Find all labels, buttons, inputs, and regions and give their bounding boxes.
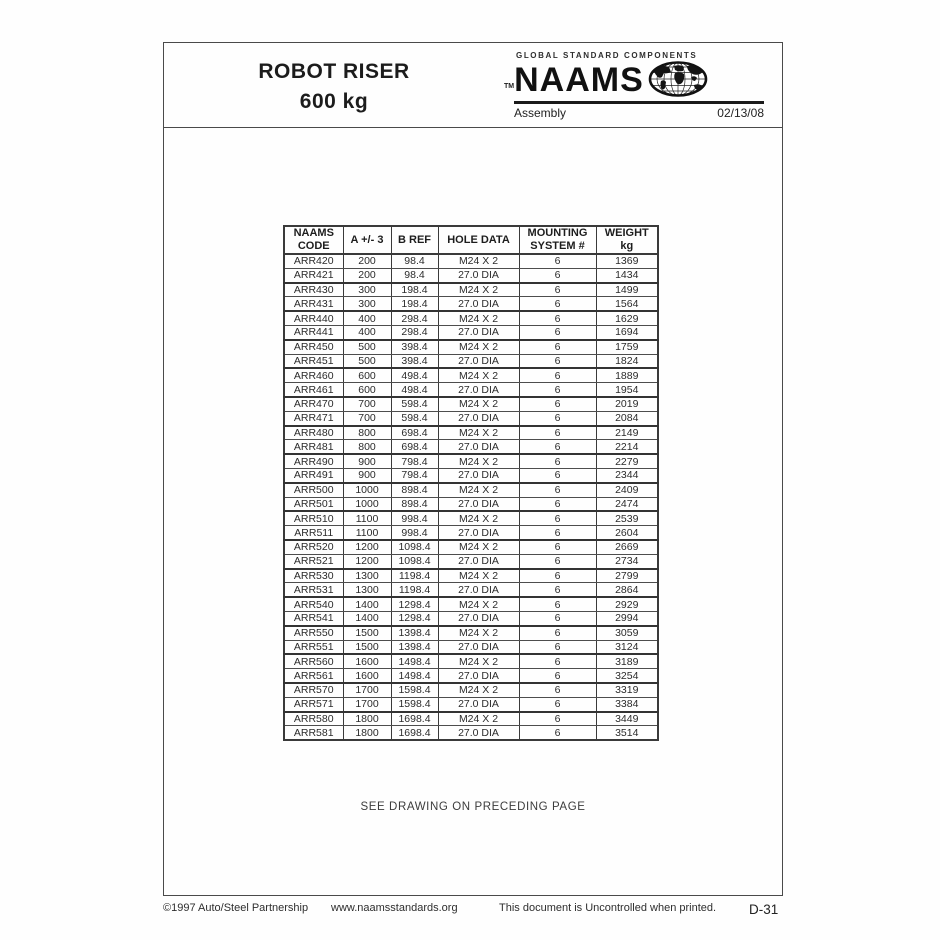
table-cell: 1698.4: [391, 726, 438, 740]
table-cell: 798.4: [391, 468, 438, 482]
table-cell: 1759: [596, 340, 658, 354]
see-drawing-note: SEE DRAWING ON PRECEDING PAGE: [360, 801, 586, 813]
table-cell: 6: [519, 511, 596, 525]
table-cell: M24 X 2: [438, 454, 519, 468]
table-cell: 1698.4: [391, 712, 438, 726]
table-cell: 27.0 DIA: [438, 411, 519, 425]
table-cell: 1564: [596, 297, 658, 311]
table-cell: 1369: [596, 254, 658, 268]
table-cell: 27.0 DIA: [438, 497, 519, 511]
table-cell: 398.4: [391, 354, 438, 368]
table-row: [284, 526, 658, 540]
table-cell: 2474: [596, 497, 658, 511]
table-cell: ARR581: [284, 726, 343, 740]
table-cell: 1954: [596, 383, 658, 397]
table-cell: M24 X 2: [438, 626, 519, 640]
table-cell: 1298.4: [391, 611, 438, 625]
table-row: [284, 569, 658, 583]
footer-website: www.naamsstandards.org: [331, 902, 458, 914]
table-cell: M24 X 2: [438, 683, 519, 697]
table-cell: ARR430: [284, 283, 343, 297]
table-row: [284, 554, 658, 568]
table-cell: 2279: [596, 454, 658, 468]
table-row: [284, 426, 658, 440]
table-cell: M24 X 2: [438, 426, 519, 440]
footer-page-number: D-31: [749, 902, 779, 917]
table-cell: 998.4: [391, 511, 438, 525]
table-cell: 2019: [596, 397, 658, 411]
table-cell: M24 X 2: [438, 712, 519, 726]
table-row: [284, 454, 658, 468]
table-cell: 1298.4: [391, 597, 438, 611]
table-cell: 27.0 DIA: [438, 611, 519, 625]
page-title-line1: ROBOT RISER: [258, 60, 410, 83]
table-cell: 1400: [343, 611, 391, 625]
table-cell: 500: [343, 354, 391, 368]
table-cell: 698.4: [391, 440, 438, 454]
table-cell: 3124: [596, 640, 658, 654]
page-title: [194, 57, 474, 118]
table-row: [284, 254, 658, 268]
table-cell: 3189: [596, 654, 658, 668]
table-cell: 198.4: [391, 283, 438, 297]
table-cell: 2929: [596, 597, 658, 611]
col-header-naams-code: NAAMS CODE: [284, 226, 343, 254]
table-cell: ARR531: [284, 583, 343, 597]
table-cell: 898.4: [391, 483, 438, 497]
table-cell: 1889: [596, 368, 658, 382]
table-row: [284, 611, 658, 625]
logo-date: 02/13/08: [717, 106, 764, 120]
table-cell: 27.0 DIA: [438, 583, 519, 597]
table-row: [284, 683, 658, 697]
table-cell: 200: [343, 254, 391, 268]
table-cell: M24 X 2: [438, 283, 519, 297]
table-cell: 2084: [596, 411, 658, 425]
logo-category: Assembly: [514, 106, 567, 120]
table-cell: 6: [519, 626, 596, 640]
table-cell: M24 X 2: [438, 540, 519, 554]
table-row: [284, 669, 658, 683]
table-row: [284, 697, 658, 711]
table-cell: 6: [519, 526, 596, 540]
table-cell: 798.4: [391, 454, 438, 468]
table-cell: 1629: [596, 311, 658, 325]
table-cell: ARR421: [284, 268, 343, 282]
table-cell: M24 X 2: [438, 597, 519, 611]
table-cell: ARR561: [284, 669, 343, 683]
table-cell: 198.4: [391, 297, 438, 311]
table-row: [284, 383, 658, 397]
table-cell: M24 X 2: [438, 511, 519, 525]
table-cell: 2214: [596, 440, 658, 454]
table-cell: 6: [519, 454, 596, 468]
table-cell: 598.4: [391, 411, 438, 425]
table-cell: 6: [519, 354, 596, 368]
table-cell: 398.4: [391, 340, 438, 354]
table-cell: 1100: [343, 526, 391, 540]
table-cell: 1300: [343, 569, 391, 583]
table-cell: 500: [343, 340, 391, 354]
table-cell: 6: [519, 468, 596, 482]
table-row: [284, 354, 658, 368]
table-cell: 1700: [343, 697, 391, 711]
table-cell: 6: [519, 726, 596, 740]
table-cell: M24 X 2: [438, 654, 519, 668]
table-row: [284, 483, 658, 497]
table-cell: M24 X 2: [438, 254, 519, 268]
col-header-hole-data: HOLE DATA: [438, 226, 519, 254]
table-cell: 6: [519, 654, 596, 668]
table-cell: 1098.4: [391, 554, 438, 568]
table-cell: 1434: [596, 268, 658, 282]
table-cell: ARR470: [284, 397, 343, 411]
table-row: [284, 640, 658, 654]
table-cell: ARR521: [284, 554, 343, 568]
table-body: [284, 254, 658, 740]
table-cell: 6: [519, 683, 596, 697]
table-cell: 6: [519, 597, 596, 611]
table-cell: ARR481: [284, 440, 343, 454]
table-cell: 1200: [343, 540, 391, 554]
table-cell: 2864: [596, 583, 658, 597]
table-cell: ARR550: [284, 626, 343, 640]
table-cell: ARR491: [284, 468, 343, 482]
table-cell: ARR480: [284, 426, 343, 440]
table-cell: 6: [519, 483, 596, 497]
table-cell: 1398.4: [391, 640, 438, 654]
table-cell: 1824: [596, 354, 658, 368]
logo-underline: [514, 101, 764, 104]
table-cell: 1098.4: [391, 540, 438, 554]
table-cell: M24 X 2: [438, 311, 519, 325]
table-cell: ARR450: [284, 340, 343, 354]
logo-main: [504, 60, 766, 100]
table-cell: 300: [343, 283, 391, 297]
table-cell: 6: [519, 283, 596, 297]
table-cell: ARR461: [284, 383, 343, 397]
table-cell: 1500: [343, 626, 391, 640]
table-cell: 700: [343, 397, 391, 411]
table-row: [284, 325, 658, 339]
table-cell: ARR501: [284, 497, 343, 511]
table-cell: 2344: [596, 468, 658, 482]
table-cell: 27.0 DIA: [438, 354, 519, 368]
table-row: [284, 583, 658, 597]
parts-spec-table: [283, 225, 659, 741]
table-cell: 6: [519, 712, 596, 726]
table-header-row: [284, 226, 658, 254]
table-cell: 898.4: [391, 497, 438, 511]
table-cell: 6: [519, 383, 596, 397]
table-cell: 1600: [343, 654, 391, 668]
table-cell: M24 X 2: [438, 569, 519, 583]
table-cell: ARR520: [284, 540, 343, 554]
table-cell: 598.4: [391, 397, 438, 411]
table-cell: 2604: [596, 526, 658, 540]
table-cell: M24 X 2: [438, 368, 519, 382]
table-cell: ARR451: [284, 354, 343, 368]
table-cell: 2409: [596, 483, 658, 497]
table-cell: ARR551: [284, 640, 343, 654]
table-row: [284, 283, 658, 297]
col-header-a-tolerance: A +/- 3: [343, 226, 391, 254]
table-cell: 698.4: [391, 426, 438, 440]
table-cell: ARR540: [284, 597, 343, 611]
table-cell: 6: [519, 697, 596, 711]
table-cell: 1300: [343, 583, 391, 597]
table-row: [284, 497, 658, 511]
table-cell: 1498.4: [391, 654, 438, 668]
table-cell: 900: [343, 454, 391, 468]
table-cell: 400: [343, 325, 391, 339]
table-cell: 98.4: [391, 268, 438, 282]
table-cell: 6: [519, 297, 596, 311]
table-row: [284, 297, 658, 311]
table-cell: 600: [343, 383, 391, 397]
table-cell: 498.4: [391, 368, 438, 382]
table-cell: ARR570: [284, 683, 343, 697]
table-cell: 1398.4: [391, 626, 438, 640]
table-cell: M24 X 2: [438, 340, 519, 354]
table-cell: 6: [519, 397, 596, 411]
table-cell: ARR460: [284, 368, 343, 382]
table-cell: 6: [519, 368, 596, 382]
table-cell: 2734: [596, 554, 658, 568]
table-cell: 6: [519, 611, 596, 625]
table-cell: 98.4: [391, 254, 438, 268]
table-cell: 298.4: [391, 311, 438, 325]
table-cell: ARR440: [284, 311, 343, 325]
table-row: [284, 511, 658, 525]
table-cell: 27.0 DIA: [438, 268, 519, 282]
table-row: [284, 268, 658, 282]
table-cell: 498.4: [391, 383, 438, 397]
table-cell: 200: [343, 268, 391, 282]
table-cell: 1694: [596, 325, 658, 339]
table-cell: M24 X 2: [438, 483, 519, 497]
table-row: [284, 311, 658, 325]
table-cell: ARR541: [284, 611, 343, 625]
table-cell: 6: [519, 325, 596, 339]
logo-wordmark: NAAMS: [514, 61, 644, 99]
table-cell: 6: [519, 426, 596, 440]
table-cell: 2669: [596, 540, 658, 554]
table-cell: 6: [519, 540, 596, 554]
table-cell: 3514: [596, 726, 658, 740]
table-cell: ARR511: [284, 526, 343, 540]
table-cell: 6: [519, 583, 596, 597]
table-cell: 6: [519, 311, 596, 325]
table-cell: 2539: [596, 511, 658, 525]
table-cell: 800: [343, 440, 391, 454]
table-cell: 1498.4: [391, 669, 438, 683]
table-cell: 1598.4: [391, 683, 438, 697]
table-cell: 900: [343, 468, 391, 482]
table-row: [284, 440, 658, 454]
table-row: [284, 468, 658, 482]
globe-icon: [647, 60, 709, 103]
col-header-mounting-system: MOUNTING SYSTEM #: [519, 226, 596, 254]
table-cell: 27.0 DIA: [438, 468, 519, 482]
trademark-symbol: TM: [504, 82, 515, 90]
table-cell: 1700: [343, 683, 391, 697]
footer-uncontrolled-notice: This document is Uncontrolled when printed.: [499, 902, 717, 914]
table-cell: 27.0 DIA: [438, 697, 519, 711]
logo-tagline: GLOBAL STANDARD COMPONENTS: [516, 51, 698, 60]
table-cell: 1598.4: [391, 697, 438, 711]
table-cell: 1800: [343, 726, 391, 740]
table-cell: 27.0 DIA: [438, 383, 519, 397]
table-cell: 6: [519, 254, 596, 268]
table-cell: ARR571: [284, 697, 343, 711]
naams-logo-block: [504, 51, 766, 120]
logo-subline: [514, 106, 764, 120]
table-cell: 6: [519, 554, 596, 568]
table-cell: 1198.4: [391, 583, 438, 597]
table-cell: 3384: [596, 697, 658, 711]
table-cell: 1800: [343, 712, 391, 726]
table-cell: 27.0 DIA: [438, 526, 519, 540]
table-cell: ARR580: [284, 712, 343, 726]
table-row: [284, 597, 658, 611]
table-cell: 1600: [343, 669, 391, 683]
table-cell: 27.0 DIA: [438, 325, 519, 339]
table-cell: 27.0 DIA: [438, 554, 519, 568]
table-cell: ARR471: [284, 411, 343, 425]
table-cell: ARR500: [284, 483, 343, 497]
table-cell: 27.0 DIA: [438, 669, 519, 683]
table-cell: 400: [343, 311, 391, 325]
table-row: [284, 411, 658, 425]
table-cell: 1200: [343, 554, 391, 568]
table-row: [284, 540, 658, 554]
table-row: [284, 397, 658, 411]
table-cell: 6: [519, 569, 596, 583]
table-row: [284, 368, 658, 382]
table-cell: 6: [519, 340, 596, 354]
page-title-line2: 600 kg: [299, 90, 369, 114]
table-cell: 1000: [343, 483, 391, 497]
table-cell: 1198.4: [391, 569, 438, 583]
table-cell: ARR441: [284, 325, 343, 339]
table-cell: ARR510: [284, 511, 343, 525]
table-cell: 600: [343, 368, 391, 382]
table-cell: 700: [343, 411, 391, 425]
table-cell: 27.0 DIA: [438, 297, 519, 311]
table-row: [284, 654, 658, 668]
document-page: [163, 42, 783, 896]
table-cell: 2799: [596, 569, 658, 583]
table-cell: 6: [519, 440, 596, 454]
table-cell: M24 X 2: [438, 397, 519, 411]
table-cell: 998.4: [391, 526, 438, 540]
table-header: [284, 226, 658, 254]
table-cell: 300: [343, 297, 391, 311]
table-cell: 6: [519, 669, 596, 683]
table-cell: 2149: [596, 426, 658, 440]
table-cell: 3254: [596, 669, 658, 683]
table-cell: ARR431: [284, 297, 343, 311]
table-cell: 1400: [343, 597, 391, 611]
table-row: [284, 712, 658, 726]
table-cell: 298.4: [391, 325, 438, 339]
table-cell: ARR490: [284, 454, 343, 468]
table-cell: 6: [519, 411, 596, 425]
table-cell: 27.0 DIA: [438, 726, 519, 740]
table-row: [284, 726, 658, 740]
table-cell: 2994: [596, 611, 658, 625]
table-cell: 3059: [596, 626, 658, 640]
table-cell: ARR420: [284, 254, 343, 268]
table-cell: 6: [519, 640, 596, 654]
table-cell: 3319: [596, 683, 658, 697]
col-header-weight: WEIGHT kg: [596, 226, 658, 254]
table-cell: 6: [519, 497, 596, 511]
table-cell: 1100: [343, 511, 391, 525]
footer-copyright: ©1997 Auto/Steel Partnership: [163, 902, 309, 914]
table-cell: 3449: [596, 712, 658, 726]
table-cell: 27.0 DIA: [438, 440, 519, 454]
title-block: [164, 43, 782, 128]
table-cell: 27.0 DIA: [438, 640, 519, 654]
table-cell: 1500: [343, 640, 391, 654]
table-row: [284, 340, 658, 354]
table-cell: 1499: [596, 283, 658, 297]
col-header-b-ref: B REF: [391, 226, 438, 254]
table-cell: ARR530: [284, 569, 343, 583]
table-cell: ARR560: [284, 654, 343, 668]
table-cell: 1000: [343, 497, 391, 511]
table-row: [284, 626, 658, 640]
table-cell: 6: [519, 268, 596, 282]
table-cell: 800: [343, 426, 391, 440]
